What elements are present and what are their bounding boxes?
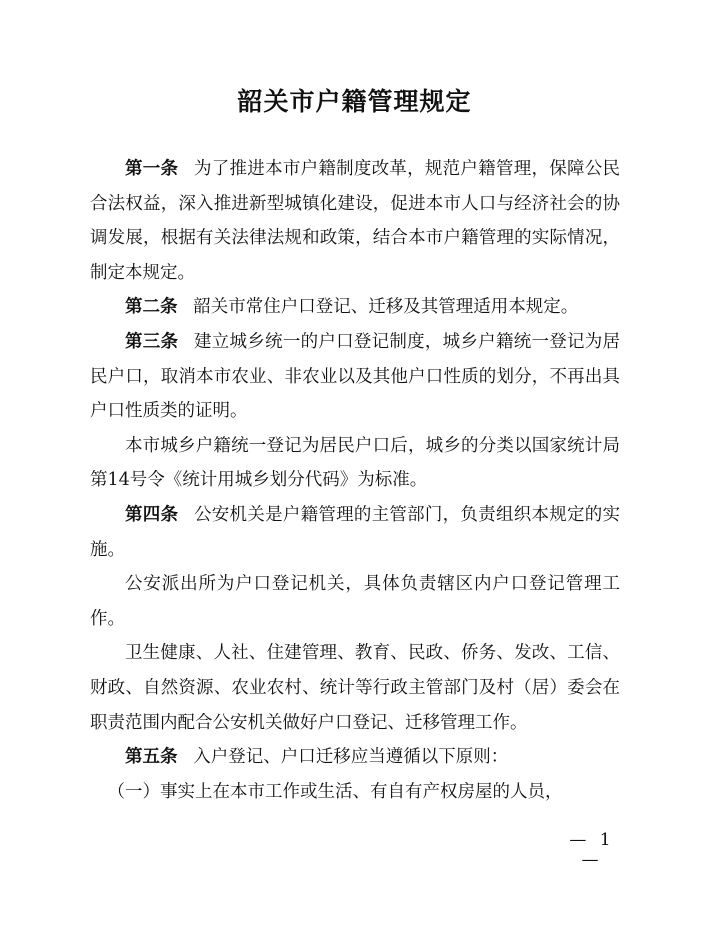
paragraph-text: 本市城乡户籍统一登记为居民户口后，城乡的分类以国家统计局第14号令《统计用城乡划分代码》为标准。 — [90, 435, 620, 491]
paragraph-article-5 — [90, 740, 620, 775]
paragraph-article-2 — [90, 290, 620, 325]
article-heading: 第四条 — [125, 504, 179, 525]
article-heading: 第三条 — [125, 331, 179, 352]
article-heading: 第五条 — [125, 747, 178, 768]
paragraph-text: （一）事实上在本市工作或生活、有自有产权房屋的人员， — [107, 781, 563, 802]
paragraph-article-4 — [90, 498, 620, 567]
paragraph-text: 公安机关是户籍管理的主管部门，负责组织本规定的实施。 — [90, 504, 621, 560]
article-heading: 第一条 — [125, 159, 179, 179]
page-number: — 1 — — [569, 830, 615, 870]
paragraph-article-3 — [90, 325, 620, 429]
paragraph-article-4-continued-2 — [90, 636, 620, 740]
paragraph-text: 建立城乡统一的户口登记制度，城乡户籍统一登记为居民户口，取消本市农业、非农业以及其他户口性质的划分，不再出具户口性质类的证明。 — [90, 331, 621, 422]
document-body — [90, 152, 620, 809]
paragraph-text: 入户登记、户口迁移应当遵循以下原则： — [193, 747, 509, 768]
paragraph-article-3-continued — [90, 429, 620, 498]
paragraph-text: 公安派出所为户口登记机关，具体负责辖区内户口登记管理工作。 — [90, 574, 620, 629]
paragraph-text: 为了推进本市户籍制度改革，规范户籍管理，保障公民合法权益，深入推进新型城镇化建设，促进本市人口与经济社会的协调发展，根据有关法律法规和政策，结合本市户籍管理的实际情况，制定本规定。 — [90, 159, 621, 283]
paragraph-text: 韶关市常住户口登记、迁移及其管理适用本规定。 — [193, 297, 579, 318]
article-heading: 第二条 — [125, 297, 178, 318]
paragraph-article-4-continued-1 — [90, 567, 620, 636]
document-title: 韶关市户籍管理规定 — [237, 87, 472, 116]
paragraph-article-5-item-1 — [90, 775, 620, 810]
paragraph-article-1 — [90, 152, 620, 290]
paragraph-text: 卫生健康、人社、住建管理、教育、民政、侨务、发改、工信、财政、自然资源、农业农村、统计等行政主管部门及村（居）委会在职责范围内配合公安机关做好户口登记、迁移管理工作。 — [90, 643, 620, 733]
